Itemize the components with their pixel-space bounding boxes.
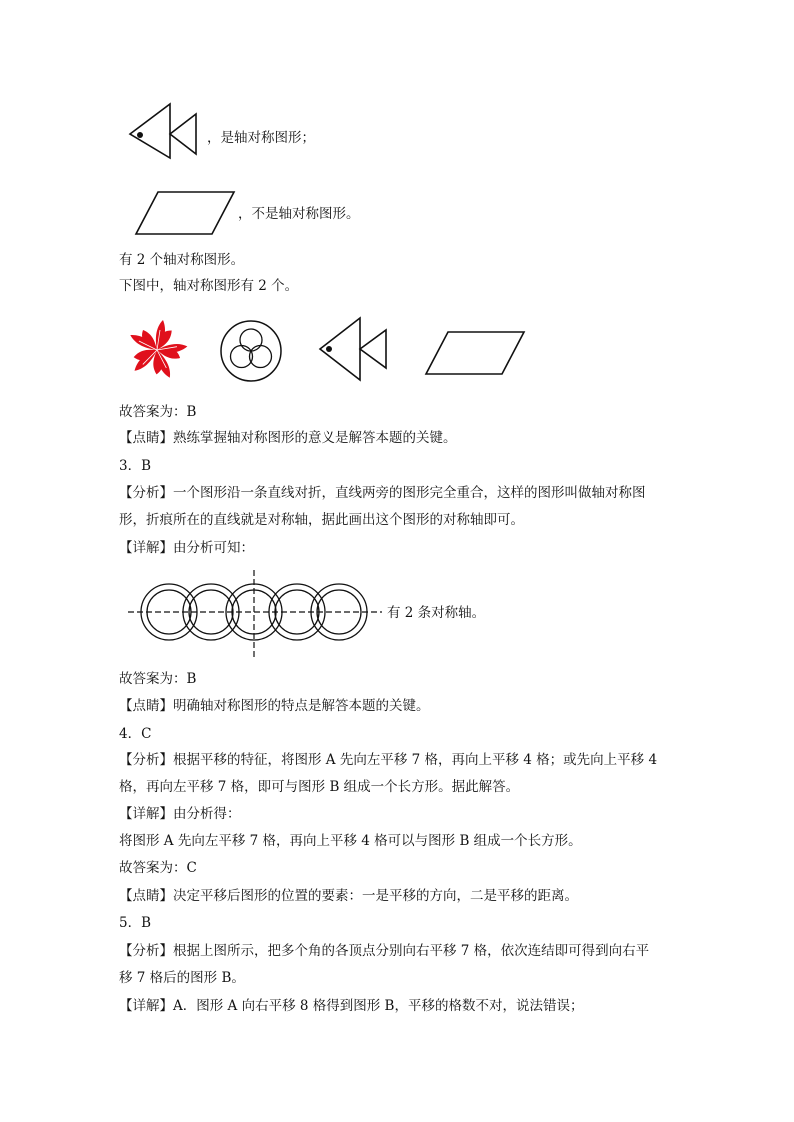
- question-5-answer: 5．B: [119, 915, 152, 931]
- analysis-4-line2: 格，再向左平移 7 格，即可与图形 B 组成一个长方形。据此解答。: [119, 779, 520, 795]
- parallelogram-caption: ，不是轴对称图形。: [238, 206, 360, 222]
- count-sentence: 有 2 个轴对称图形。: [119, 252, 245, 268]
- answer-c: 故答案为：C: [119, 860, 197, 876]
- analysis-5-line2: 移 7 格后的图形 B。: [119, 970, 245, 986]
- analysis-4-line1: 【分析】根据平移的特征，将图形 A 先向左平移 7 格，再向上平移 4 格；或先向上平移 4: [119, 752, 658, 768]
- detail-3: 【详解】由分析可知：: [119, 540, 254, 556]
- question-4-answer: 4．C: [119, 726, 152, 742]
- analysis-3-line2: 形，折痕所在的直线就是对称轴，据此画出这个图形的对称轴即可。: [119, 512, 524, 528]
- figure-intro: 下图中，轴对称图形有 2 个。: [119, 278, 299, 294]
- tip-4: 【点睛】决定平移后图形的位置的要素：一是平移的方向，二是平移的距离。: [119, 888, 578, 904]
- question-3-answer: 3．B: [119, 458, 152, 474]
- parallelogram-figure-top: [134, 190, 238, 238]
- detail-5: 【详解】A．图形 A 向右平移 8 格得到图形 B，平移的格数不对，说法错误；: [119, 998, 584, 1014]
- fish-figure-top: [126, 102, 198, 160]
- fish-caption: ，是轴对称图形；: [207, 130, 315, 146]
- fish-figure-row: [316, 316, 388, 382]
- analysis-3-line1: 【分析】一个图形沿一条直线对折，直线两旁的图形完全重合，这样的图形叫做轴对称图: [119, 485, 646, 501]
- axes-caption: 有 2 条对称轴。: [387, 605, 486, 621]
- tip-1: 【点睛】熟练掌握轴对称图形的意义是解答本题的关键。: [119, 430, 457, 446]
- detail-4: 【详解】由分析得：: [119, 806, 241, 822]
- parallelogram-figure-row: [424, 330, 528, 378]
- tip-3: 【点睛】明确轴对称图形的特点是解答本题的关键。: [119, 698, 430, 714]
- analysis-5-line1: 【分析】根据上图所示，把多个角的各顶点分别向右平移 7 格，依次连结即可得到向右平: [119, 943, 650, 959]
- answer-b-2: 故答案为：B: [119, 671, 197, 687]
- circle-arcs-figure: [218, 318, 284, 384]
- five-rings-figure: [124, 568, 386, 662]
- detail-4-text: 将图形 A 先向左平移 7 格，再向上平移 4 格可以与图形 B 组成一个长方形。: [119, 833, 582, 849]
- bauhinia-flower-figure: [124, 318, 190, 382]
- answer-b-1: 故答案为：B: [119, 404, 197, 420]
